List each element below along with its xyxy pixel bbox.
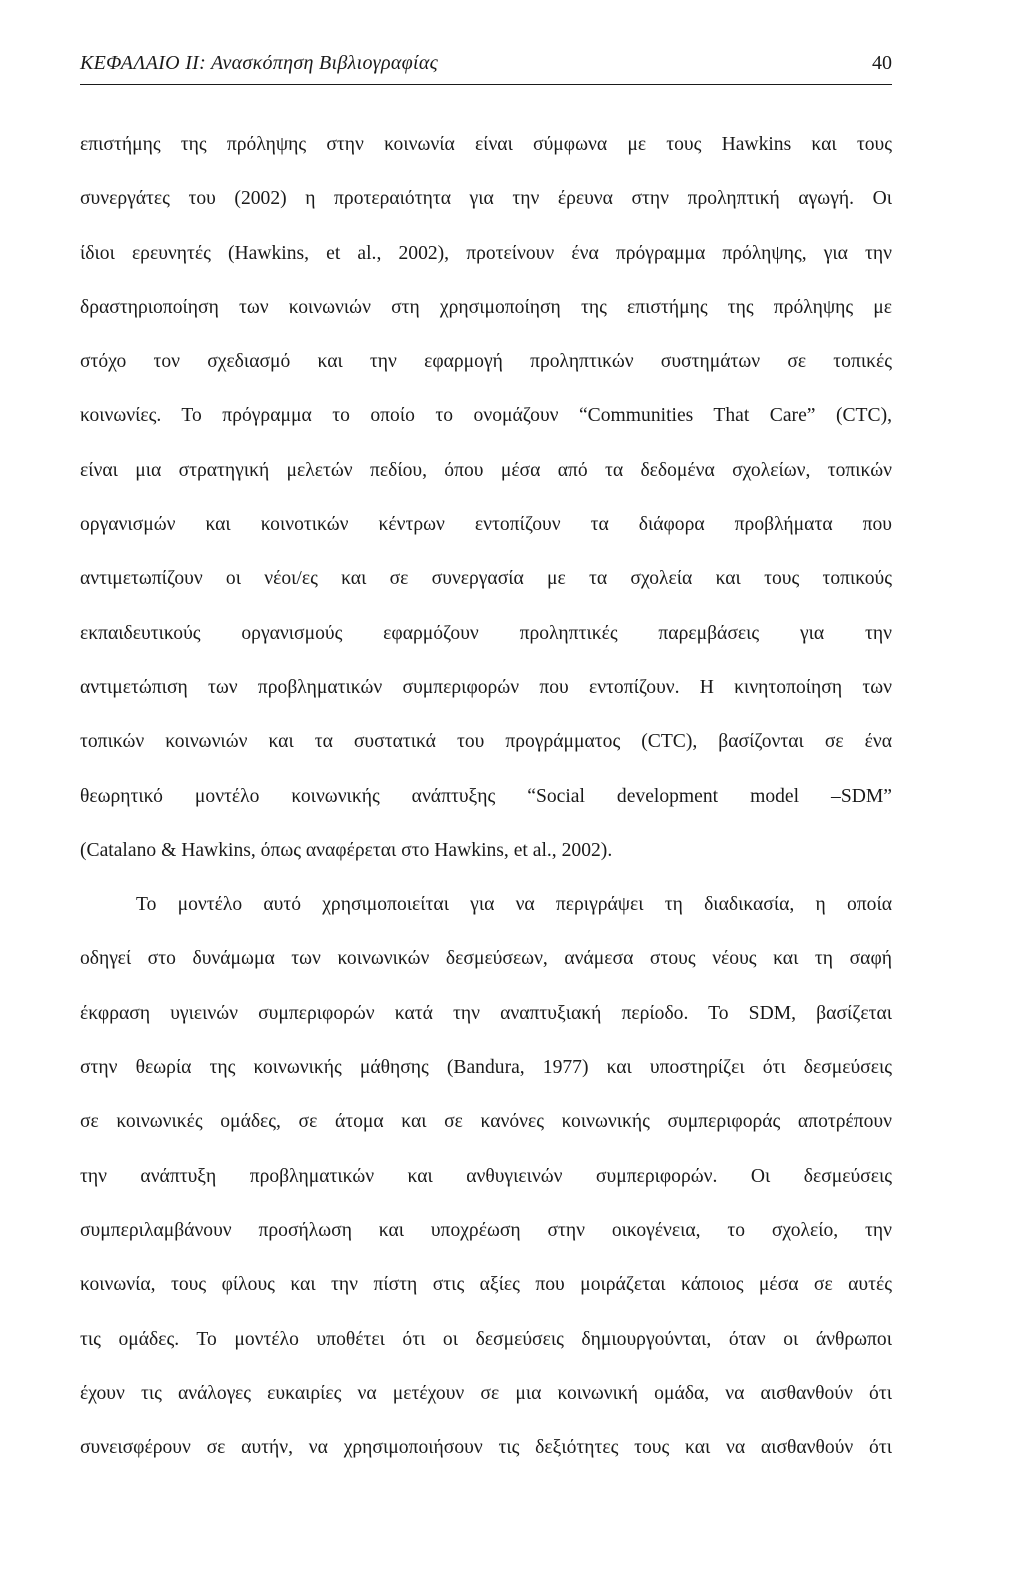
text-line: Το μοντέλο αυτό χρησιμοποιείται για να περιγράψει τη διαδικασία, η οποία <box>136 894 892 916</box>
text-line: ίδιοι ερευνητές (Hawkins, et al., 2002), προτείνουν ένα πρόγραμμα πρόληψης, για την <box>80 242 892 264</box>
text-line: τοπικών κοινωνιών και τα συστατικά του προγράμματος (CTC), βασίζονται σε ένα <box>80 731 892 753</box>
body-text <box>80 118 892 1475</box>
text-line: αντιμετωπίζουν οι νέοι/ες και σε συνεργασία με τα σχολεία και τους τοπικούς <box>80 568 892 590</box>
text-line: κοινωνίες. Το πρόγραμμα το οποίο το ονομάζουν “Communities That Care” (CTC), <box>80 405 892 427</box>
text-line: στην θεωρία της κοινωνικής μάθησης (Bandura, 1977) και υποστηρίζει ότι δεσμεύσεις <box>80 1057 892 1079</box>
text-line: συνεισφέρουν σε αυτήν, να χρησιμοποιήσουν τις δεξιότητες τους και να αισθανθούν ότι <box>80 1437 892 1459</box>
text-line: αντιμετώπιση των προβληματικών συμπεριφορών που εντοπίζουν. Η κινητοποίηση των <box>80 676 892 698</box>
text-line: εκπαιδευτικούς οργανισμούς εφαρμόζουν προληπτικές παρεμβάσεις για την <box>80 622 892 644</box>
text-line: την ανάπτυξη προβληματικών και ανθυγιεινών συμπεριφορών. Οι δεσμεύσεις <box>80 1165 892 1187</box>
header-rule <box>80 84 892 85</box>
text-line: συνεργάτες του (2002) η προτεραιότητα για την έρευνα στην προληπτική αγωγή. Οι <box>80 188 892 210</box>
text-line: θεωρητικό μοντέλο κοινωνικής ανάπτυξης “Social development model –SDM” <box>80 785 892 807</box>
text-line: σε κοινωνικές ομάδες, σε άτομα και σε κανόνες κοινωνικής συμπεριφοράς αποτρέπουν <box>80 1111 892 1133</box>
text-line: (Catalano & Hawkins, όπως αναφέρεται στο Hawkins, et al., 2002). <box>80 839 613 861</box>
text-line: οργανισμών και κοινοτικών κέντρων εντοπίζουν τα διάφορα προβλήματα που <box>80 514 892 536</box>
text-line: συμπεριλαμβάνουν προσήλωση και υποχρέωση στην οικογένεια, το σχολείο, την <box>80 1219 892 1241</box>
text-line: στόχο τον σχεδιασμό και την εφαρμογή προληπτικών συστημάτων σε τοπικές <box>80 351 892 373</box>
text-line: δραστηριοποίηση των κοινωνιών στη χρησιμοποίηση της επιστήμης της πρόληψης με <box>80 296 892 318</box>
text-line: τις ομάδες. Το μοντέλο υποθέτει ότι οι δεσμεύσεις δημιουργούνται, όταν οι άνθρωποι <box>80 1328 892 1350</box>
text-line: έκφραση υγιεινών συμπεριφορών κατά την αναπτυξιακή περίοδο. Το SDM, βασίζεται <box>80 1002 892 1024</box>
page-number: 40 <box>872 52 892 74</box>
text-line: επιστήμης της πρόληψης στην κοινωνία είναι σύμφωνα με τους Hawkins και τους <box>80 134 892 155</box>
text-line: έχουν τις ανάλογες ευκαιρίες να μετέχουν σε μια κοινωνική ομάδα, να αισθανθούν ότι <box>80 1382 892 1404</box>
text-line: οδηγεί στο δυνάμωμα των κοινωνικών δεσμεύσεων, ανάμεσα στους νέους και τη σαφή <box>80 948 892 970</box>
chapter-title: ΚΕΦΑΛΑΙΟ ΙΙ: Ανασκόπηση Βιβλιογραφίας <box>80 52 439 74</box>
text-line: είναι μια στρατηγική μελετών πεδίου, όπου μέσα από τα δεδομένα σχολείων, τοπικών <box>80 459 892 481</box>
text-line: κοινωνία, τους φίλους και την πίστη στις αξίες που μοιράζεται κάποιος μέσα σε αυτές <box>80 1274 892 1296</box>
